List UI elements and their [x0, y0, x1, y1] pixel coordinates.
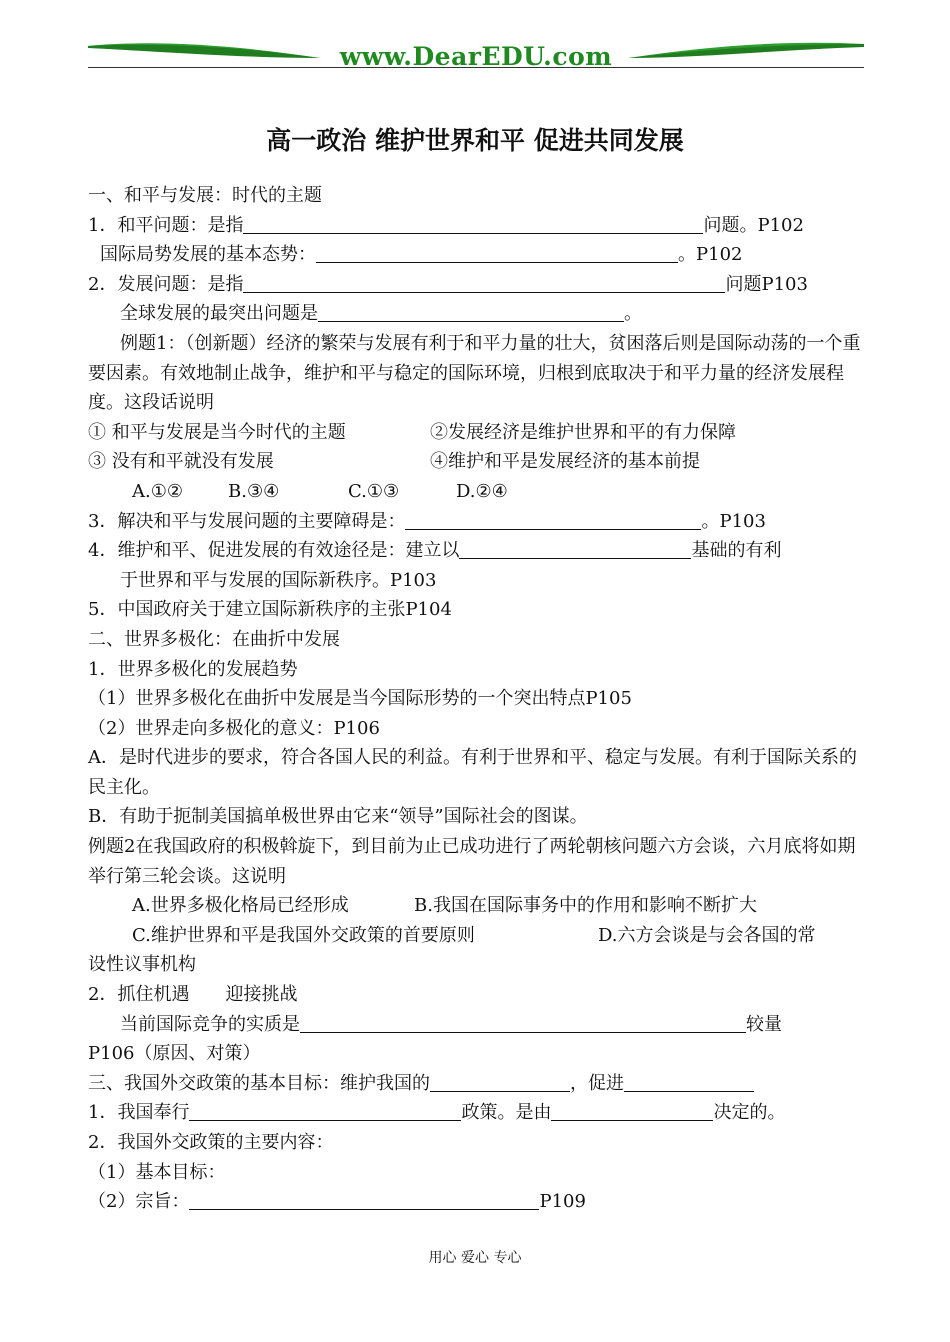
choice-row — [88, 891, 864, 921]
question-line: 1．我国奉行 政策。是由 决定的。 — [88, 1102, 786, 1124]
site-logo[interactable]: www.DearEDU.com — [339, 42, 613, 71]
example-question: 例题2在我国政府的积极斡旋下，到目前为止已成功进行了两轮朝核问题六方会谈，六月底将如期举行第三轮会谈。这说明 — [88, 836, 856, 887]
question-line: （2）世界走向多极化的意义：P106 — [88, 717, 380, 739]
question-line: 5．中国政府关于建立国际新秩序的主张P104 — [88, 599, 452, 621]
choice-row — [88, 477, 864, 507]
question-line: 2．抓住机遇 迎接挑战 — [88, 984, 298, 1006]
answer-blank[interactable] — [551, 1101, 713, 1121]
choice-row — [88, 921, 864, 951]
question-line: 4．维护和平、促进发展的有效途径是：建立以 基础的有利 — [88, 540, 782, 562]
question-line: 3．解决和平与发展问题的主要障碍是： 。P103 — [88, 510, 766, 532]
answer-blank[interactable] — [189, 1101, 461, 1121]
choice-d: D.六方会谈是与会各国的常 — [598, 924, 816, 946]
paragraph: B．有助于扼制美国搞单极世界由它来“领导”国际社会的图谋。 — [88, 806, 588, 828]
choice-a: A.①② — [132, 480, 183, 502]
option-item: ②发展经济是维护世界和平的有力保障 — [430, 421, 736, 443]
answer-blank[interactable] — [189, 1190, 539, 1210]
option-row — [88, 418, 864, 448]
option-item: ④维护和平是发展经济的基本前提 — [430, 451, 700, 473]
question-line: P106（原因、对策） — [88, 1043, 261, 1065]
answer-blank[interactable] — [430, 1072, 570, 1092]
option-item: ① 和平与发展是当今时代的主题 — [88, 421, 346, 443]
section-heading: 二、世界多极化：在曲折中发展 — [88, 628, 340, 650]
question-line: 1．和平问题：是指 问题。P102 — [88, 214, 804, 236]
question-line: 于世界和平与发展的国际新秩序。P103 — [120, 569, 437, 591]
option-row — [88, 447, 864, 477]
section-heading: 三、我国外交政策的基本目标：维护我国的 ，促进 — [88, 1069, 864, 1099]
question-line: 全球发展的最突出问题是 。 — [120, 303, 642, 325]
page-title: 高一政治 维护世界和平 促进共同发展 — [266, 126, 684, 155]
choice-c: C.①③ — [348, 480, 400, 502]
answer-blank[interactable] — [459, 539, 691, 559]
choice-a: A.世界多极化格局已经形成 — [132, 895, 349, 917]
choice-b: B.③④ — [228, 480, 280, 502]
example-question: 例题1：（创新题）经济的繁荣与发展有利于和平力量的壮大，贫困落后则是国际动荡的一个重要因素。有效地制止战争，维护和平与稳定的国际环境，归根到底取决于和平力量的经济发展程度。这段话说明 — [88, 332, 861, 414]
question-line: （2）宗旨： P109 — [88, 1191, 586, 1213]
question-line: 当前国际竞争的实质是 较量 — [120, 1013, 782, 1035]
question-line: 1．世界多极化的发展趋势 — [88, 658, 298, 680]
header-divider — [88, 67, 864, 68]
question-line: （1）基本目标： — [88, 1161, 226, 1183]
choice-b: B.我国在国际事务中的作用和影响不断扩大 — [414, 895, 757, 917]
paragraph: A．是时代进步的要求，符合各国人民的利益。有利于世界和平、稳定与发展。有利于国际关系的民主化。 — [88, 747, 857, 798]
question-line: （1）世界多极化在曲折中发展是当今国际形势的一个突出特点P105 — [88, 688, 632, 710]
answer-blank[interactable] — [243, 273, 725, 293]
page-footer: 用心 爱心 专心 — [428, 1250, 522, 1266]
site-header — [88, 36, 864, 76]
worksheet-body — [88, 181, 864, 1217]
choice-d: D.②④ — [456, 480, 508, 502]
question-line: 国际局势发展的基本态势： 。P102 — [100, 244, 743, 266]
section-heading: 一、和平与发展：时代的主题 — [88, 185, 322, 206]
answer-blank[interactable] — [405, 510, 701, 530]
choice-c: C.维护世界和平是我国外交政策的首要原则 — [132, 924, 475, 946]
answer-blank[interactable] — [243, 214, 703, 234]
answer-blank[interactable] — [316, 243, 678, 263]
answer-blank[interactable] — [300, 1013, 746, 1033]
answer-blank[interactable] — [318, 302, 624, 322]
question-line: 2．发展问题：是指 问题P103 — [88, 273, 808, 295]
option-item: ③ 没有和平就没有发展 — [88, 451, 274, 473]
question-line: 2．我国外交政策的主要内容： — [88, 1132, 334, 1153]
choice-continuation: 设性议事机构 — [88, 954, 196, 976]
answer-blank[interactable] — [624, 1072, 754, 1092]
